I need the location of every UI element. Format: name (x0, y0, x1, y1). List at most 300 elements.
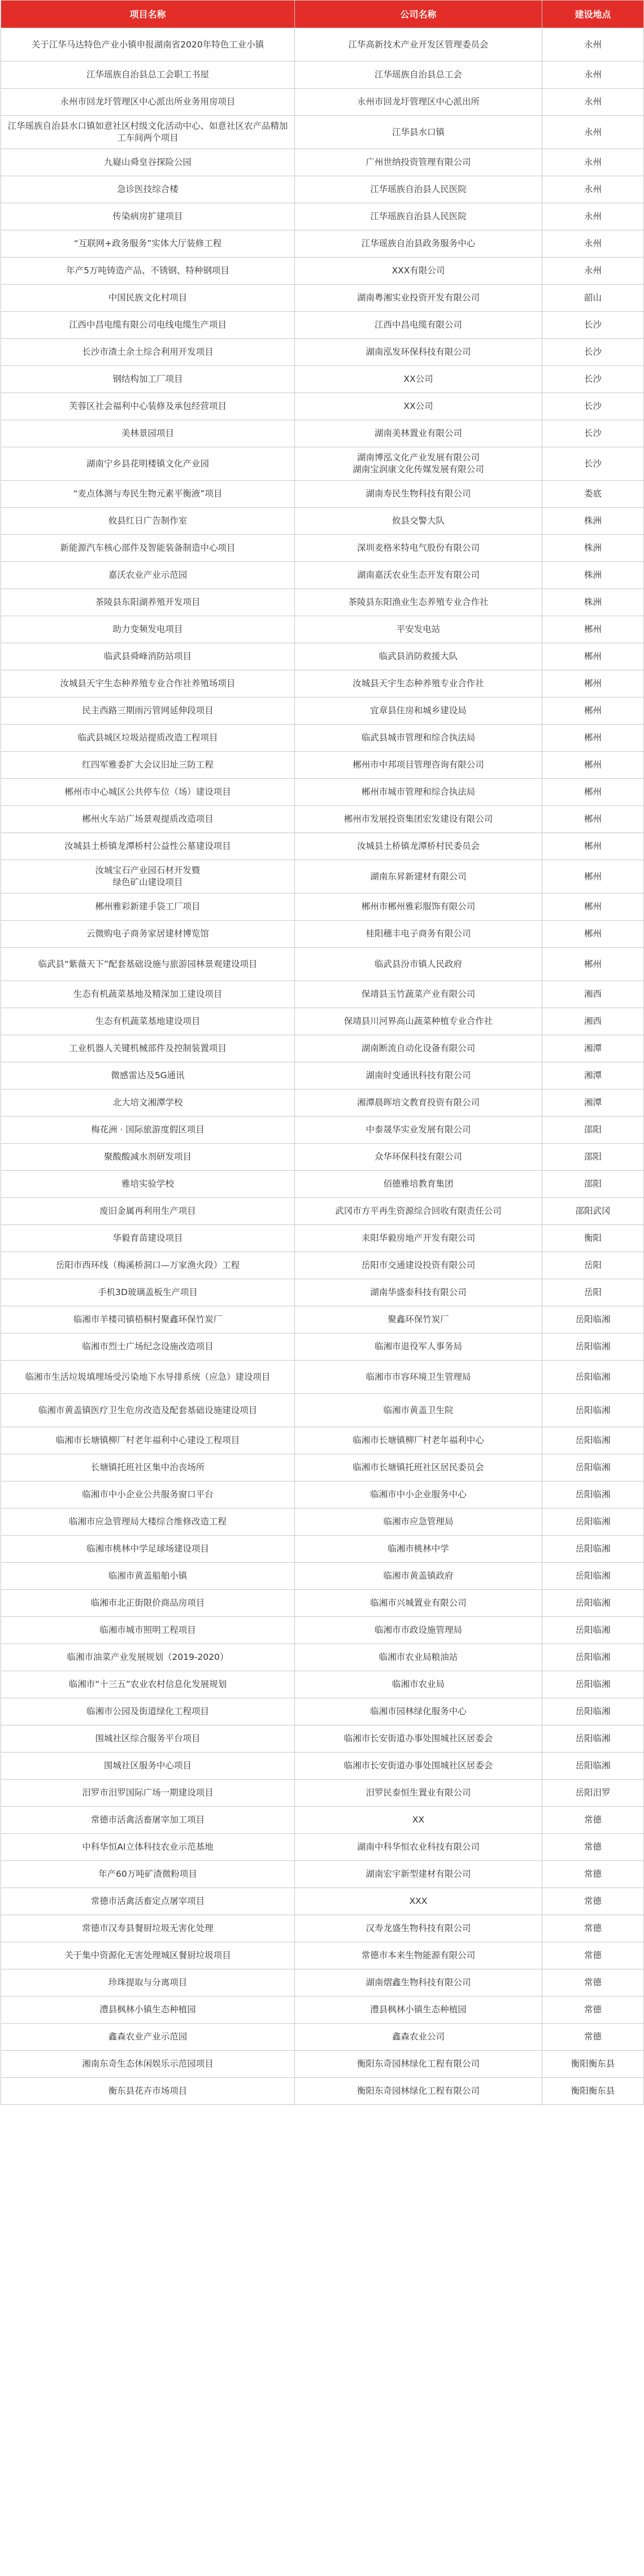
table-row (1, 616, 644, 643)
company-name-cell: 临湘市长塘镇柳厂村老年福利中心 (295, 1427, 542, 1454)
location-cell: 郴州 (542, 616, 644, 643)
project-name-cell: 衡东县花卉市场项目 (1, 2078, 295, 2105)
company-name-cell: 临湘市兴城置业有限公司 (295, 1590, 542, 1617)
project-name-cell: 长沙市渣土余土综合利用开发项目 (1, 339, 295, 366)
table-row (1, 1671, 644, 1698)
company-name-cell: 汝城县土桥镇龙潭桥村民委员会 (295, 833, 542, 860)
table-row (1, 447, 644, 481)
location-cell: 岳阳临湘 (542, 1590, 644, 1617)
company-name-cell: 湖南宏宇新型建材有限公司 (295, 1861, 542, 1888)
location-cell: 湘西 (542, 1008, 644, 1035)
company-name-cell: 江华县水口镇 (295, 116, 542, 149)
project-name-cell: 年产5万吨铸造产品、不锈钢、特种钢项目 (1, 258, 295, 285)
project-name-cell: 助力变频发电项目 (1, 616, 295, 643)
project-name-cell: 郴州市中心城区公共停车位（场）建设项目 (1, 779, 295, 806)
company-name-cell: 保靖县川河界高山蔬菜种植专业合作社 (295, 1008, 542, 1035)
location-cell: 常德 (542, 1969, 644, 1997)
table-row (1, 1333, 644, 1361)
table-row (1, 1198, 644, 1225)
table-row (1, 725, 644, 752)
project-name-cell: 临湘市油菜产业发展规划（2019-2020） (1, 1644, 295, 1671)
table-row (1, 589, 644, 616)
project-name-cell: 聚酸酸减水剂研发项目 (1, 1144, 295, 1171)
project-name-cell: 临湘市应急管理局大楼综合维修改造工程 (1, 1509, 295, 1536)
project-name-cell: 江西中昌电缆有限公司电线电缆生产项目 (1, 312, 295, 339)
location-cell: 邵阳武冈 (542, 1198, 644, 1225)
location-cell: 岳阳临湘 (542, 1509, 644, 1536)
project-name-cell: 红四军雅委扩大会议旧址三防工程 (1, 752, 295, 779)
table-row (1, 258, 644, 285)
project-name-cell: 攸县红日广告制作室 (1, 508, 295, 535)
table-row (1, 1915, 644, 1942)
table-row (1, 1361, 644, 1394)
location-cell: 永州 (542, 203, 644, 230)
table-row (1, 1454, 644, 1481)
project-name-cell: 生态有机蔬菜基地及精深加工建设项目 (1, 981, 295, 1008)
company-name-cell: 临湘市长安街道办事处围城社区居委会 (295, 1725, 542, 1753)
company-name-cell: XXX有限公司 (295, 258, 542, 285)
header-project-name: 项目名称 (1, 1, 295, 28)
project-table (1, 0, 644, 2105)
project-name-cell: 华毅育苗建设项目 (1, 1225, 295, 1252)
table-row (1, 893, 644, 921)
company-name-cell: 汨罗民泰恒生置业有限公司 (295, 1780, 542, 1807)
table-row (1, 2051, 644, 2078)
location-cell: 株洲 (542, 589, 644, 616)
company-name-cell: 宜章县住房和城乡建设局 (295, 698, 542, 725)
location-cell: 郴州 (542, 921, 644, 948)
table-row (1, 752, 644, 779)
table-row (1, 339, 644, 366)
table-row (1, 860, 644, 893)
location-cell: 岳阳临湘 (542, 1698, 644, 1725)
location-cell: 永州 (542, 149, 644, 176)
company-name-cell: 江西中昌电缆有限公司 (295, 312, 542, 339)
company-name-cell: 江华瑶族自治县政务服务中心 (295, 230, 542, 258)
table-row (1, 1089, 644, 1117)
project-name-cell: 手机3D玻璃盖板生产项目 (1, 1279, 295, 1306)
company-name-cell: XX (295, 1807, 542, 1834)
project-name-cell: 生态有机蔬菜基地建设项目 (1, 1008, 295, 1035)
company-name-cell: 聚鑫环保竹炭厂 (295, 1306, 542, 1333)
company-name-cell: 衡阳东奇园林绿化工程有限公司 (295, 2078, 542, 2105)
project-name-cell: 临湘市北正街限价商品房项目 (1, 1590, 295, 1617)
company-name-cell: 临湘市长塘镇托班社区居民委员会 (295, 1454, 542, 1481)
table-row (1, 1997, 644, 2024)
table-body (1, 28, 644, 2105)
table-row (1, 1834, 644, 1861)
company-name-cell: XX公司 (295, 393, 542, 420)
table-row (1, 981, 644, 1008)
table-row (1, 535, 644, 562)
company-name-cell: 郴州市郴州雅彩服饰有限公司 (295, 893, 542, 921)
company-name-cell: 保靖县玉竹蔬菜产业有限公司 (295, 981, 542, 1008)
location-cell: 郴州 (542, 860, 644, 893)
table-row (1, 1171, 644, 1198)
project-name-cell: 汨罗市汨罗国际广场一期建设项目 (1, 1780, 295, 1807)
company-name-cell: 常德市本来生物能源有限公司 (295, 1942, 542, 1969)
project-name-cell: 临湘市桃林中学足球场建设项目 (1, 1536, 295, 1563)
company-name-cell: 湖南寿民生物科技有限公司 (295, 481, 542, 508)
project-name-cell: 微感雷达及5G通讯 (1, 1062, 295, 1089)
project-name-cell: 钢结构加工厂项目 (1, 366, 295, 393)
company-name-cell: 众华环保科技有限公司 (295, 1144, 542, 1171)
location-cell: 长沙 (542, 366, 644, 393)
project-name-cell: 临武县舜峰消防站项目 (1, 643, 295, 670)
location-cell: 永州 (542, 258, 644, 285)
project-name-cell: 汝城宝石产业园石材开发暨 绿色矿山建设项目 (1, 860, 295, 893)
location-cell: 永州 (542, 62, 644, 89)
project-name-cell: 中国民族文化村项目 (1, 285, 295, 312)
table-row (1, 1807, 644, 1834)
location-cell: 衡阳 (542, 1225, 644, 1252)
project-name-cell: 美林景园项目 (1, 420, 295, 447)
company-name-cell: 湖南中科华恒农业科技有限公司 (295, 1834, 542, 1861)
location-cell: 岳阳临湘 (542, 1394, 644, 1427)
table-row (1, 1008, 644, 1035)
location-cell: 衡阳衡东县 (542, 2051, 644, 2078)
table-row (1, 285, 644, 312)
project-name-cell: 长塘镇托班社区集中治丧场所 (1, 1454, 295, 1481)
location-cell: 永州 (542, 116, 644, 149)
location-cell: 常德 (542, 1888, 644, 1915)
company-name-cell: 澧县枫林小镇生态种植园 (295, 1997, 542, 2024)
table-row (1, 366, 644, 393)
table-row (1, 1144, 644, 1171)
project-name-cell: 茶陵县东阳湖养殖开发项目 (1, 589, 295, 616)
table-row (1, 1252, 644, 1279)
table-row (1, 1509, 644, 1536)
location-cell: 郴州 (542, 752, 644, 779)
table-row (1, 1780, 644, 1807)
project-name-cell: 云微购电子商务家居建材博览馆 (1, 921, 295, 948)
project-name-cell: 雅培实验学校 (1, 1171, 295, 1198)
project-name-cell: 临湘市羊楼司镇梧桐村聚鑫环保竹炭厂 (1, 1306, 295, 1333)
project-name-cell: 鑫森农业产业示范园 (1, 2024, 295, 2051)
project-name-cell: “麦点体测与寿民生物元素平衡液”项目 (1, 481, 295, 508)
company-name-cell: 武冈市方平再生资源综合回收有限责任公司 (295, 1198, 542, 1225)
project-name-cell: 临湘市长塘镇柳厂村老年福利中心建设工程项目 (1, 1427, 295, 1454)
project-name-cell: 北大培文湘潭学校 (1, 1089, 295, 1117)
project-name-cell: 江华瑶族自治县总工会职工书屋 (1, 62, 295, 89)
company-name-cell: 临湘市应急管理局 (295, 1509, 542, 1536)
company-name-cell: 江华瑶族自治县人民医院 (295, 176, 542, 203)
company-name-cell: 湖南博泓文化产业发展有限公司 湖南宝润康文化传媒发展有限公司 (295, 447, 542, 481)
company-name-cell: 湖南泓发环保科技有限公司 (295, 339, 542, 366)
location-cell: 常德 (542, 1834, 644, 1861)
company-name-cell: 鑫森农业公司 (295, 2024, 542, 2051)
company-name-cell: 临武县消防救援大队 (295, 643, 542, 670)
table-row (1, 1225, 644, 1252)
company-name-cell: 汝城县天宇生态种养殖专业合作社 (295, 670, 542, 698)
company-name-cell: 湖南华盛泰科技有限公司 (295, 1279, 542, 1306)
company-name-cell: 湖南熠鑫生物科技有限公司 (295, 1969, 542, 1997)
table-row (1, 508, 644, 535)
project-name-cell: 临湘市中小企业公共服务窗口平台 (1, 1481, 295, 1509)
company-name-cell: 岳阳市交通建设投资有限公司 (295, 1252, 542, 1279)
company-name-cell: 临湘市退役军人事务局 (295, 1333, 542, 1361)
company-name-cell: 湖南粤湘实业投资开发有限公司 (295, 285, 542, 312)
table-row (1, 1861, 644, 1888)
location-cell: 永州 (542, 176, 644, 203)
location-cell: 永州 (542, 230, 644, 258)
table-row (1, 116, 644, 149)
company-name-cell: 临武县城市管理和综合执法局 (295, 725, 542, 752)
location-cell: 株洲 (542, 562, 644, 589)
company-name-cell: 临湘市农业局粮油站 (295, 1644, 542, 1671)
location-cell: 岳阳汨罗 (542, 1780, 644, 1807)
project-name-cell: 汝城县土桥镇龙潭桥村公益性公墓建设项目 (1, 833, 295, 860)
company-name-cell: 临武县汾市镇人民政府 (295, 948, 542, 981)
table-row (1, 1725, 644, 1753)
project-name-cell: 年产60万吨矿渣微粉项目 (1, 1861, 295, 1888)
company-name-cell: 广州世纳投资管理有限公司 (295, 149, 542, 176)
table-row (1, 670, 644, 698)
location-cell: 郴州 (542, 643, 644, 670)
project-name-cell: 嘉沃农业产业示范园 (1, 562, 295, 589)
company-name-cell: 临湘市长安街道办事处围城社区居委会 (295, 1753, 542, 1780)
company-name-cell: 临湘市黄盖镇政府 (295, 1563, 542, 1590)
location-cell: 岳阳临湘 (542, 1454, 644, 1481)
location-cell: 永州 (542, 89, 644, 116)
location-cell: 常德 (542, 1861, 644, 1888)
table-row (1, 203, 644, 230)
table-row (1, 420, 644, 447)
table-row (1, 562, 644, 589)
table-row (1, 1888, 644, 1915)
table-row (1, 176, 644, 203)
table-row (1, 149, 644, 176)
location-cell: 岳阳临湘 (542, 1481, 644, 1509)
table-row (1, 230, 644, 258)
table-row (1, 921, 644, 948)
project-name-cell: 临湘市烈士广场纪念设施改造项目 (1, 1333, 295, 1361)
location-cell: 湘潭 (542, 1062, 644, 1089)
project-name-cell: 江华瑶族自治县水口镇如意社区村级文化活动中心、如意社区农产品精加工车间两个项目 (1, 116, 295, 149)
company-name-cell: 湖南东昇新建材有限公司 (295, 860, 542, 893)
header-location: 建设地点 (542, 1, 644, 28)
location-cell: 邵阳 (542, 1117, 644, 1144)
location-cell: 长沙 (542, 312, 644, 339)
project-name-cell: 岳阳市西环线（梅溪桥洞口—万家渔火段）工程 (1, 1252, 295, 1279)
project-name-cell: 郴州雅彩新建手袋工厂项目 (1, 893, 295, 921)
location-cell: 株洲 (542, 535, 644, 562)
company-name-cell: 中泰晟华实业发展有限公司 (295, 1117, 542, 1144)
project-name-cell: 围城社区服务中心项目 (1, 1753, 295, 1780)
location-cell: 娄底 (542, 481, 644, 508)
table-row (1, 89, 644, 116)
company-name-cell: 郴州市发展投资集团宏发建设有限公司 (295, 806, 542, 833)
project-name-cell: 临湘市生活垃圾填埋场受污染地下水导排系统（应急）建设项目 (1, 1361, 295, 1394)
company-name-cell: 郴州市中邦项目管理咨询有限公司 (295, 752, 542, 779)
company-name-cell: 临湘市园林绿化服务中心 (295, 1698, 542, 1725)
project-name-cell: 梅花洲 · 国际旅游度假区项目 (1, 1117, 295, 1144)
table-row (1, 948, 644, 981)
company-name-cell: 湖南断流自动化设备有限公司 (295, 1035, 542, 1062)
table-row (1, 2024, 644, 2051)
project-name-cell: 临湘市公园及街道绿化工程项目 (1, 1698, 295, 1725)
project-name-cell: 民主西路三期雨污管网延伸段项目 (1, 698, 295, 725)
company-name-cell: 平安发电站 (295, 616, 542, 643)
project-name-cell: 临武县城区垃圾站提质改造工程项目 (1, 725, 295, 752)
company-name-cell: 深圳麦格米特电气股份有限公司 (295, 535, 542, 562)
company-name-cell: 临湘市黄盖卫生院 (295, 1394, 542, 1427)
header-company-name: 公司名称 (295, 1, 542, 28)
location-cell: 常德 (542, 1915, 644, 1942)
company-name-cell: 佰德雅培教育集团 (295, 1171, 542, 1198)
project-name-cell: 常德市活禽活畜屠宰加工项目 (1, 1807, 295, 1834)
project-name-cell: 常德市汉寿县餐厨垃圾无害化处理 (1, 1915, 295, 1942)
table-row (1, 833, 644, 860)
location-cell: 长沙 (542, 393, 644, 420)
company-name-cell: 湖南嘉沃农业生态开发有限公司 (295, 562, 542, 589)
project-name-cell: 临湘市“十三五”农业农村信息化发展规划 (1, 1671, 295, 1698)
location-cell: 岳阳临湘 (542, 1671, 644, 1698)
table-row (1, 1279, 644, 1306)
company-name-cell: 永州市回龙圩管理区中心派出所 (295, 89, 542, 116)
location-cell: 岳阳临湘 (542, 1427, 644, 1454)
project-name-cell: 临武县“紫薇天下”配套基础设施与旅游园林景观建设项目 (1, 948, 295, 981)
company-name-cell: 江华瑶族自治县总工会 (295, 62, 542, 89)
location-cell: 株洲 (542, 508, 644, 535)
table-row (1, 1644, 644, 1671)
location-cell: 岳阳临湘 (542, 1753, 644, 1780)
project-name-cell: 中科华恒AI立体科技农业示范基地 (1, 1834, 295, 1861)
project-name-cell: 急诊医技综合楼 (1, 176, 295, 203)
location-cell: 湘潭 (542, 1035, 644, 1062)
project-name-cell: 湘南东奇生态休闲娱乐示范园项目 (1, 2051, 295, 2078)
location-cell: 永州 (542, 28, 644, 62)
company-name-cell: 攸县交警大队 (295, 508, 542, 535)
project-name-cell: 九嶷山舜皇谷探险公园 (1, 149, 295, 176)
project-name-cell: 湖南宁乡县花明楼镇文化产业园 (1, 447, 295, 481)
company-name-cell: XXX (295, 1888, 542, 1915)
project-name-cell: 工业机器人关键机械部件及控制装置项目 (1, 1035, 295, 1062)
table-row (1, 643, 644, 670)
table-row (1, 1942, 644, 1969)
location-cell: 岳阳临湘 (542, 1361, 644, 1394)
location-cell: 常德 (542, 1997, 644, 2024)
table-row (1, 1536, 644, 1563)
table-row (1, 698, 644, 725)
company-name-cell: 湘潭晨晖培文教育投资有限公司 (295, 1089, 542, 1117)
table-row (1, 28, 644, 62)
table-row (1, 1481, 644, 1509)
location-cell: 常德 (542, 2024, 644, 2051)
company-name-cell: 江华瑶族自治县人民医院 (295, 203, 542, 230)
location-cell: 岳阳临湘 (542, 1617, 644, 1644)
company-name-cell: 桂阳穗丰电子商务有限公司 (295, 921, 542, 948)
location-cell: 长沙 (542, 339, 644, 366)
project-name-cell: 传染病房扩建项目 (1, 203, 295, 230)
project-name-cell: 临湘市黄盖船舶小镇 (1, 1563, 295, 1590)
location-cell: 郴州 (542, 893, 644, 921)
company-name-cell: 临湘市市容环境卫生管理局 (295, 1361, 542, 1394)
location-cell: 郴州 (542, 806, 644, 833)
project-name-cell: 常德市活禽活畜定点屠宰项目 (1, 1888, 295, 1915)
location-cell: 岳阳 (542, 1279, 644, 1306)
location-cell: 长沙 (542, 447, 644, 481)
location-cell: 衡阳衡东县 (542, 2078, 644, 2105)
location-cell: 郴州 (542, 833, 644, 860)
project-name-cell: 关于江华马达特色产业小镇申报湖南省2020年特色工业小镇 (1, 28, 295, 62)
project-name-cell: 围城社区综合服务平台项目 (1, 1725, 295, 1753)
project-name-cell: 郴州火车站广场景观提质改造项目 (1, 806, 295, 833)
project-name-cell: 关于集中资源化无害处理城区餐厨垃圾项目 (1, 1942, 295, 1969)
table-row (1, 62, 644, 89)
location-cell: 常德 (542, 1942, 644, 1969)
location-cell: 湘西 (542, 981, 644, 1008)
company-name-cell: 湖南美林置业有限公司 (295, 420, 542, 447)
location-cell: 邵阳 (542, 1144, 644, 1171)
table-row (1, 1394, 644, 1427)
table-row (1, 1969, 644, 1997)
company-name-cell: 衡阳东奇园林绿化工程有限公司 (295, 2051, 542, 2078)
table-row (1, 1590, 644, 1617)
table-row (1, 1753, 644, 1780)
table-row (1, 393, 644, 420)
company-name-cell: 临湘市中小企业服务中心 (295, 1481, 542, 1509)
location-cell: 长沙 (542, 420, 644, 447)
company-name-cell: 郴州市城市管理和综合执法局 (295, 779, 542, 806)
location-cell: 郴州 (542, 725, 644, 752)
table-header-row (1, 1, 644, 28)
table-row (1, 1617, 644, 1644)
table-row (1, 806, 644, 833)
company-name-cell: 江华高新技术产业开发区管理委员会 (295, 28, 542, 62)
location-cell: 岳阳临湘 (542, 1725, 644, 1753)
table-row (1, 779, 644, 806)
table-row (1, 1563, 644, 1590)
table-row (1, 312, 644, 339)
location-cell: 岳阳临湘 (542, 1563, 644, 1590)
table-row (1, 1698, 644, 1725)
project-name-cell: 永州市回龙圩管理区中心派出所业务用房项目 (1, 89, 295, 116)
location-cell: 邵阳 (542, 1171, 644, 1198)
location-cell: 郴州 (542, 698, 644, 725)
company-name-cell: XX公司 (295, 366, 542, 393)
table-row (1, 1117, 644, 1144)
location-cell: 岳阳临湘 (542, 1306, 644, 1333)
company-name-cell: 临湘市农业局 (295, 1671, 542, 1698)
table-row (1, 481, 644, 508)
location-cell: 郴州 (542, 948, 644, 981)
company-name-cell: 临湘市市政设施管理局 (295, 1617, 542, 1644)
table-row (1, 1306, 644, 1333)
location-cell: 岳阳临湘 (542, 1333, 644, 1361)
project-name-cell: 汝城县天宇生态种养殖专业合作社养殖场项目 (1, 670, 295, 698)
location-cell: 岳阳临湘 (542, 1536, 644, 1563)
location-cell: 岳阳临湘 (542, 1644, 644, 1671)
project-name-cell: 新能源汽车核心部件及智能装备制造中心项目 (1, 535, 295, 562)
company-name-cell: 耒阳华毅房地产开发有限公司 (295, 1225, 542, 1252)
location-cell: 常德 (542, 1807, 644, 1834)
project-name-cell: 废旧金属再利用生产项目 (1, 1198, 295, 1225)
table-row (1, 1427, 644, 1454)
location-cell: 郴州 (542, 779, 644, 806)
project-name-cell: 芙蓉区社会福利中心装修及承包经营项目 (1, 393, 295, 420)
table-row (1, 1035, 644, 1062)
project-name-cell: 珍珠提取与分离项目 (1, 1969, 295, 1997)
company-name-cell: 茶陵县东阳渔业生态养殖专业合作社 (295, 589, 542, 616)
company-name-cell: 汉寿龙盛生物科技有限公司 (295, 1915, 542, 1942)
project-name-cell: 澧县枫林小镇生态种植园 (1, 1997, 295, 2024)
location-cell: 岳阳 (542, 1252, 644, 1279)
location-cell: 韶山 (542, 285, 644, 312)
table-row (1, 2078, 644, 2105)
project-name-cell: 临湘市城市照明工程项目 (1, 1617, 295, 1644)
project-name-cell: 临湘市黄盖镇医疗卫生危房改造及配套基础设施建设项目 (1, 1394, 295, 1427)
